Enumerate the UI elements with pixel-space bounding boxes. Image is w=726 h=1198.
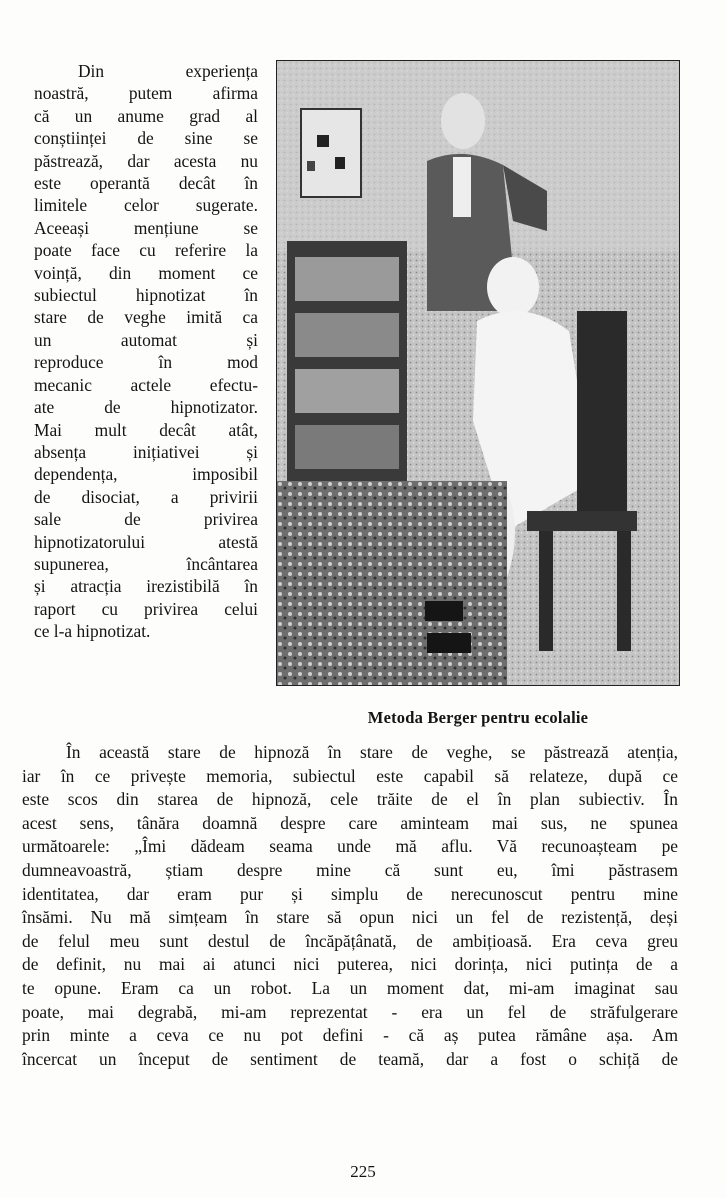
left-column-text	[34, 60, 258, 643]
column-line: supunerea, încântarea	[34, 553, 258, 574]
column-line: Aceeași mențiune se	[34, 217, 258, 238]
body-paragraph	[22, 741, 678, 1071]
column-line: absența inițiativei și	[34, 441, 258, 462]
column-line: ce l-a hipnotizat.	[34, 621, 151, 642]
hypnosis-photo	[276, 60, 680, 686]
column-line: că un anume grad al	[34, 105, 258, 126]
column-line: Mai mult decât atât,	[34, 419, 258, 440]
column-line: de disociat, a privirii	[34, 486, 258, 507]
body-line: încercat un început de sentiment de teamă, dar a fost o schiță de	[22, 1048, 678, 1069]
body-line: În această stare de hipnoză în stare de veghe, se păstrează atenția,	[66, 742, 678, 762]
column-line: conștiinței de sine se	[34, 128, 258, 149]
column-line: poate face cu referire la	[34, 240, 258, 261]
body-line: dumneavoastră, știam despre mine că sunt eu, îmi păstrasem	[22, 859, 678, 880]
column-line: reproduce în mod	[34, 352, 258, 373]
column-line: un automat și	[34, 329, 258, 350]
column-line: și atracția irezistibilă în	[34, 576, 258, 597]
body-line: de felul meu sunt destul de încăpățânată, de ambițioasă. Era ceva greu	[22, 930, 678, 951]
body-line: însămi. Nu mă simțeam în stare să opun nici un fel de rezistență, deși	[22, 907, 678, 928]
body-line: prin minte a ceva ce nu pot defini - că aș putea rămâne așa. Am	[22, 1025, 678, 1046]
page-number: 225	[350, 1162, 376, 1181]
body-line: te opune. Eram ca un robot. La un moment dat, mi-am imaginat sau	[22, 977, 678, 998]
column-line: stare de veghe imită ca	[34, 307, 258, 328]
column-line: păstrează, dar acesta nu	[34, 150, 258, 171]
column-line: mecanic actele efectu-	[34, 374, 258, 395]
body-line: următoarele: „Îmi dădeam seama unde mă aflu. Vă recunoașteam pe	[22, 836, 678, 857]
body-line: acest sens, tânăra doamnă despre care aminteam mai sus, ne spunea	[22, 812, 678, 833]
photo-illustration	[277, 61, 680, 686]
column-line: este operantă decât în	[34, 173, 258, 194]
column-line: ate de hipnotizator.	[34, 397, 258, 418]
column-line: subiectul hipnotizat în	[34, 285, 258, 306]
column-line: Din experiența	[78, 61, 258, 81]
column-line: hipnotizatorului atestă	[34, 531, 258, 552]
column-line: voință, din moment ce	[34, 262, 258, 283]
column-line: sale de privirea	[34, 509, 258, 530]
column-line: raport cu privirea celui	[34, 598, 258, 619]
body-line: iar în ce privește memoria, subiectul este capabil să relateze, după ce	[22, 765, 678, 786]
body-line: este scos din starea de hipnoză, cele trăite de el în plan subiectiv. În	[22, 789, 678, 810]
figure-caption: Metoda Berger pentru ecolalie	[367, 708, 589, 727]
column-line: noastră, putem afirma	[34, 83, 258, 104]
body-line: poate, mai degrabă, mi-am reprezentat - era un fel de străfulgerare	[22, 1001, 678, 1022]
column-line: limitele celor sugerate.	[34, 195, 258, 216]
body-line: identitatea, dar eram pur și simplu de nerecunoscut pentru mine	[22, 883, 678, 904]
body-line: de definit, nu mai ai atunci nici puterea, nici dorința, nici putința de a	[22, 954, 678, 975]
column-line: dependența, imposibil	[34, 464, 258, 485]
